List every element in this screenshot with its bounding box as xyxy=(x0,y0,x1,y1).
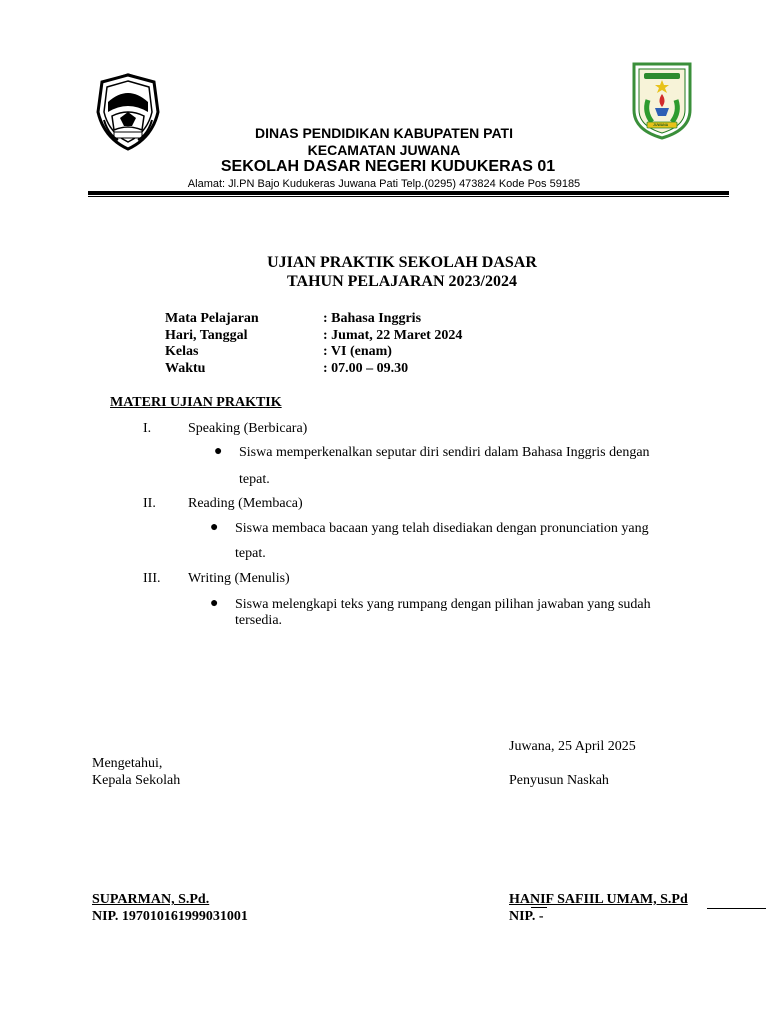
place-date: Juwana, 25 April 2025 xyxy=(509,739,636,754)
section-text-speaking: Siswa memperkenalkan seputar diri sendiri dalam Bahasa Inggris dengan xyxy=(239,445,650,460)
signature-rule xyxy=(707,908,766,909)
school-emblem-banner: JUWANA xyxy=(653,123,669,127)
header-agency: DINAS PENDIDIKAN KABUPATEN PATI xyxy=(255,125,513,141)
header-school-name: SEKOLAH DASAR NEGERI KUDUKERAS 01 xyxy=(220,158,556,175)
letterhead-rule-thin xyxy=(88,196,729,197)
section-number: I. xyxy=(143,421,152,436)
exam-year: TAHUN PELAJARAN 2023/2024 xyxy=(287,273,517,290)
subject-value: : Bahasa Inggris xyxy=(323,311,422,326)
section-text-reading-cont: tepat. xyxy=(235,546,266,561)
date-label: Hari, Tanggal xyxy=(165,328,248,343)
section-number: III. xyxy=(143,571,161,586)
section-title-writing: Writing (Menulis) xyxy=(188,571,290,586)
bullet-icon: ● xyxy=(210,520,219,535)
materi-heading: MATERI UJIAN PRAKTIK xyxy=(110,395,282,410)
subject-label: Mata Pelajaran xyxy=(165,311,259,326)
section-text-writing: Siswa melengkapi teks yang rumpang dengan pilihan jawaban yang sudah xyxy=(235,597,651,612)
bullet-icon: ● xyxy=(210,596,219,611)
header-district: KECAMATAN JUWANA xyxy=(307,142,461,158)
section-text-speaking-cont: tepat. xyxy=(239,472,270,487)
time-value: : 07.00 – 09.30 xyxy=(323,361,409,376)
section-number: II. xyxy=(143,496,156,511)
bullet-icon: ● xyxy=(214,444,223,459)
author-nip: NIP. - xyxy=(509,909,544,924)
author-role: Penyusun Naskah xyxy=(509,773,609,788)
section-text-writing-cont: tersedia. xyxy=(235,613,283,628)
class-label: Kelas xyxy=(165,344,199,359)
section-title-speaking: Speaking (Berbicara) xyxy=(188,421,308,436)
header-address: Alamat: Jl.PN Bajo Kudukeras Juwana Pati Telp.(0295) 473824 Kode Pos 59185 xyxy=(187,178,581,190)
principal-name: SUPARMAN, S.Pd. xyxy=(92,892,210,907)
principal-nip: NIP. 197010161999031001 xyxy=(92,909,248,924)
letterhead-rule xyxy=(88,191,729,195)
principal-role: Kepala Sekolah xyxy=(92,773,181,788)
class-value: : VI (enam) xyxy=(323,344,392,359)
nip-underline xyxy=(531,907,547,908)
acknowledged-label: Mengetahui, xyxy=(92,756,163,771)
date-value: : Jumat, 22 Maret 2024 xyxy=(323,328,463,343)
author-name: HANIF SAFIIL UMAM, S.Pd xyxy=(509,892,688,907)
section-text-reading: Siswa membaca bacaan yang telah disediakan dengan pronunciation yang xyxy=(235,521,649,536)
exam-title: UJIAN PRAKTIK SEKOLAH DASAR xyxy=(267,254,537,271)
section-title-reading: Reading (Membaca) xyxy=(188,496,303,511)
time-label: Waktu xyxy=(165,361,206,376)
